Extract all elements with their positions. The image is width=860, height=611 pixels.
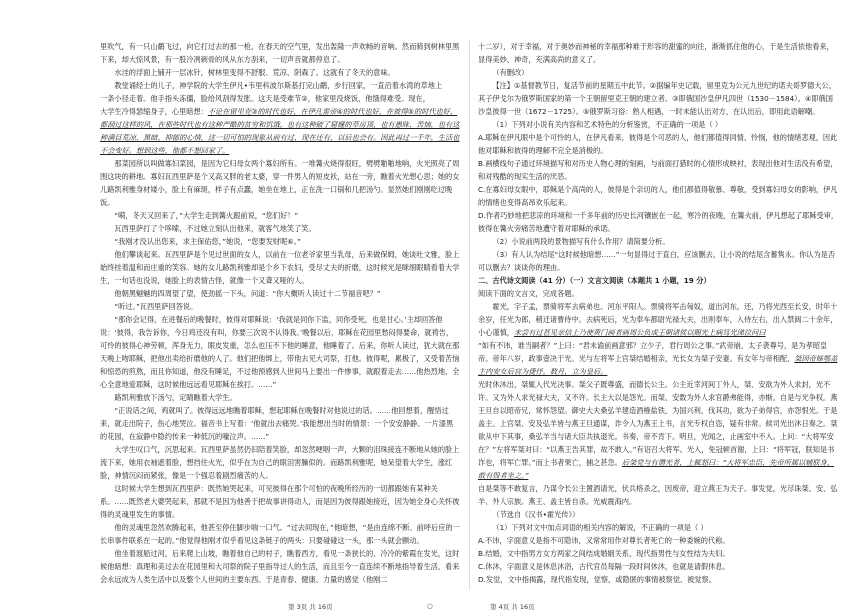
text-paragraph [100, 105, 460, 157]
text-paragraph [100, 79, 460, 92]
text-paragraph [100, 300, 460, 313]
text-paragraph [478, 79, 838, 118]
text-paragraph [478, 378, 838, 482]
paragraph-text: 光时休沐出，桀辄入代光决事。桀父子既尊盛，而德长公主。公主近幸河间丁外人，桀、安欲为外人求封，光不许。又为外人求光禄大夫，又不许。长主大以是怨光。而桀、安数为外人求官爵弗能得，亦惭。自是与光争权。燕王旦自以昭帝兄，常怀怨望。御史大夫桑弘羊建造酒榷盐铁，为国兴利，伐其功，欲为子弟得官，亦怨恨光。于是盖主、上官桀、安及弘羊皆与燕王旦通谋，诈令人为燕王上书，言光专权自恣，疑有非常。候司光出沐日奏之。桀欲从中下其事，桑弘羊当与诸大臣共执退光。书奏，帝不肯下。明旦，光闻之，止画室中不入。上问：“大将军安在？”左将军桀对曰：“以燕王告其罪，故不敢入。”有诏召大将军。光入，免冠顿首谢，上曰：“将军冠，朕知是书诈也，将军亡罪。”而上书者果亡，捕之甚急。 [478, 380, 838, 467]
text-paragraph [478, 183, 838, 209]
text-paragraph [478, 209, 838, 235]
paragraph-text: （节选自《汉书•霍光传》） [492, 510, 580, 519]
paragraph-text: “我刚才没认出您来，求主保佑您，”她说，“您要发财呢⑥。” [114, 237, 302, 246]
text-paragraph [478, 235, 838, 248]
paragraph-text: “听过。”瓦西里萨回答说。 [114, 302, 198, 311]
paragraph-text: C.在寡妇母女眼中，耶稣是个高尚的人，彼得是个亲切的人，他们都值得敬慕、尊敬，受到寡妇母女的影响，伊凡的情绪也变得高昂欢乐起来。 [478, 185, 838, 207]
text-paragraph [478, 482, 838, 508]
paragraph-text: 路凯利雅放下汤勺，定睛瞧着大学生。 [114, 393, 237, 402]
text-paragraph [478, 560, 838, 573]
text-paragraph [478, 118, 838, 131]
paragraph-text: A.不讳，字面意义是指不可隐讳，又常常用作对尊长者死亡的一种委婉的代称。 [478, 536, 730, 545]
paragraph-text: （3）有人认为结尾“这时候他暗想……”一句显得过于直白，应该删去，让小说的结尾含蓄隽永。你认为是否可以删去？谈谈你的理由。 [478, 250, 836, 272]
text-paragraph [100, 40, 460, 66]
text-paragraph [478, 547, 838, 560]
text-paragraph [100, 482, 460, 521]
paragraph-text: “正说话之间，鸡就叫了。彼得远远地瞧着耶稣，想起耶稣在晚餐时对他说过的话。……他回想着，醒悟过来，就走出院子，伤心地哭泣。福音书上写着：‘他就出去痛哭。’我能想出当时的情景：一个安安静静、一片漆黑的花园，在寂静中隐约传来一种低沉的嚎泣声。……” [100, 406, 454, 441]
text-paragraph [100, 66, 460, 79]
paragraph-text: 水洼的浮面上铺开一层冰针，树林里变得不舒服、荒凉、阴森了。这就有了冬天的意味。 [114, 68, 395, 77]
underlined-passage: 不论在留里克③的时代也好，在伊凡雷帝④的时代也好，在彼得⑤的时代也好，都刮过这样的风，在那些时代也有这种严酷的贫穷和饥饿，也有这种破了窟窿的草房顶，也有愚昧、苦恼，也有这种满目荒凉、黑暗、抑郁的心情，这一切可怕的现象从前有过，现在还有，以后也会有。因此再过一千年，生活也不会变好。想到这些，他都不想回家了。 [100, 107, 460, 155]
text-paragraph [478, 157, 838, 183]
paragraph-text: 他的灵魂里忽然欢腾起来，他甚至停住脚步喘一口气。“过去同现在，”他暗想，“是由连绵不断、前呼后应的一长串事件联系在一起的。”他觉得他刚才似乎看见这条链子的两头：只要碰碰这一头，那一头就会颤动。 [100, 523, 460, 545]
paragraph-text: 教堂诵经士的儿子，神学院的大学生伊凡•韦里科波尔斯基打完山鹬，步行回家，一直沿着水湾的草地上 [114, 81, 443, 90]
paragraph-text: 阅读下面的文言文，完成各题。 [478, 289, 579, 298]
text-paragraph [100, 248, 460, 287]
text-paragraph [478, 131, 838, 157]
paragraph-text: 【注】①基督教节日，复活节前的星期五中此节。②据编年史记载，留里克为公元九世纪的诺夫哥罗德大公，其子伊戈尔为俄罗斯国家的第一个王朝留里克王朝的建立者。③即俄国沙皇伊凡四世（1530－1584）。④即俄国沙皇彼得一世（1672－1725）。⑤俄罗斯习俗：熟人相遇，一时未能认出对方，在认出后，即用此语解嘲。 [478, 81, 836, 116]
paragraph-text: B.画横线句子通过环境描写和对历史人物心理的刻画，与前面打猎时的心情形成映衬，表现出他对生活没有希望，和对残酷的现实生活的厌恶。 [478, 159, 838, 181]
text-paragraph [100, 287, 460, 300]
text-paragraph [100, 209, 460, 222]
paragraph-text: 大学生叹口气，沉思起来。瓦西里萨虽然仍旧陪着笑脸，却忽然哽咽一声，大颗的泪珠接连不断地从她的脸上流下来，她用衣袖遮着脸，想挡住火光，似乎在为自己的眼泪害臊似的。而路凯利雅呢，她呆望着大学生，涨红脸，神情沉闷而紧张，像是一个强忍着剧烈痛苦的人。 [100, 445, 460, 480]
text-paragraph [100, 222, 460, 235]
text-paragraph [100, 235, 460, 248]
paragraph-text: （2）小说前两段的景物描写有什么作用？请简要分析。 [492, 237, 670, 246]
right-page-number: 第 4页 共 16页 [490, 603, 535, 611]
paragraph-text: C.休沐，字面意义是休息沐浴，古代官员每隔一段时间休沐，也就是请假休息。 [478, 562, 730, 571]
text-paragraph [100, 391, 460, 404]
text-paragraph [100, 521, 460, 547]
paragraph-text: B.结婚，文中指男方女方两家之间结成婚姻关系，现代指男性与女性结为夫妇。 [478, 549, 730, 558]
paragraph-text: 这时候大学生想到瓦西里萨：既然她哭起来，可见彼得在那个可怕的夜晚所经历的一切都跟她有某种关系。……既然老大婆哭起来，那就不是因为他善于把故事讲得动人，而是因为彼得跟她接近，因为她全身心关怀彼得的灵魂里发生的事情。 [100, 484, 460, 519]
paragraph-text: D.发觉，文中指揭露，现代指发现，觉察，或隐匿的事情被察觉、被觉察。 [478, 575, 716, 584]
text-paragraph [478, 573, 838, 586]
text-paragraph [100, 157, 460, 209]
text-paragraph [478, 521, 838, 534]
paragraph-text: 他坐着渡船过河，后来爬上山坡，瞧着他自己的村子，瞧着西方，看见一条狭长的、冷冷的紫霞在发光，这时候他暗想：真理和美过去在花园里和大司祭的院子里指导过人的生活，而且至今一直连续不断地指导着生活，看来会永远成为人类生活中以及整个人世间的主要东西。于是青春、健康、力量的感觉（他刚二 [100, 549, 460, 584]
center-binding-mark: ○ [427, 602, 433, 610]
underlined-passage: 桀因帝姊鄂盖主内安女后宫为倢伃，数月，立为皇后。 [478, 354, 838, 376]
text-paragraph [100, 547, 460, 586]
text-paragraph [478, 339, 838, 378]
paragraph-text: A.耶稣在伊凡眼中是个可怜的人，在伊凡看来，彼得是个可恶的人，他们都值得同情、怜悯，他的情绪悲观，因此他对耶稣和彼得的理解不完全是消极的。 [478, 133, 838, 155]
paragraph-text: D.作者巧妙地把悲凉的环境和一千多年前的历史长河镶嵌在一起，寒冷的夜晚，在篝火前，伊凡想起了耶稣受审，彼得在篝火旁痛苦地遭守着对耶稣的承诺。 [478, 211, 839, 233]
text-paragraph [478, 40, 838, 66]
text-paragraph [478, 66, 838, 79]
paragraph-text: （有删改） [492, 68, 529, 77]
paragraph-text: 他们攀谈起来。瓦西里萨是个见过世面的女人，以前在一位老爷家里当乳母，后来做保姆，她谈吐文雅，脸上始终挂着温和而庄重的笑容。她的女儿路凯利雅却是个乡下农妇，受尽丈夫的折磨，这时候光是眯细眼睛看着大学生，一句话也没说，她脸上的表情古怪，就像一个又聋又哑的人。 [100, 250, 460, 285]
paragraph-text: 他朝黑魆魆的四周望了望，使劲摇一下头，问道：“你大概听人读过十二节福音吧？” [114, 289, 381, 298]
underlined-passage: 后桀党与有谮光者，上辄怒曰：“大将军忠臣，先帝所属以辅朕身，敢有毁者坐之。” [478, 458, 835, 480]
paragraph-text: 十二岁），对于幸福，对于奥妙而神秘的幸福那种难于形容的甜蜜的向往，渐渐抓住他的心，于是生活依他看来，显得美妙、神奇，充满高尚的意义了。 [478, 42, 834, 64]
paragraph-text: 瓦西里萨打了个哆嗦，不过她立刻认出他来，就客气地笑了笑。 [114, 224, 316, 233]
left-column [100, 40, 460, 586]
text-paragraph [478, 248, 838, 274]
paragraph-text: “嗬，冬天又回来了，”大学生走到篝火跟前说，“您们好！” [114, 211, 299, 220]
paragraph-text: 那菜园所以叫做寡妇菜园，是因为它归母女两个寡妇所有。一堆篝火烧得很旺，劈劈啪啪地响，火光照亮了周围这块的耕地。寡妇瓦西里萨是个又高又胖的老太婆，穿一件男人的短皮袄，站在一旁，瞧着火光想心思；她的女儿路凯利雅身材矮小，脸上有麻斑，样子有点蠢，她坐在地上，正在洗一口锅和几把汤勺。显然她们刚刚吃过晚饭。 [100, 159, 460, 207]
column-divider [469, 40, 470, 590]
paragraph-text: （1）下列对文中加点词语的相关内容的解说，不正确的一项是（ ） [492, 523, 708, 532]
paragraph-text: 里吹气，有一只山鹬飞过，向它打过去的那一枪，在春天的空气里，发出轰隆一声欢畅的音响。然而骑到树林里黑下来，却大惊风景，有一股冷冽刺骨的风从东方刮来，一切声音就都停息了。 [100, 42, 460, 64]
text-paragraph [478, 534, 838, 547]
paragraph-text: 二、古代诗文阅读（41 分）（一）文言文阅读（本题共 1 小题，19 分） [478, 276, 711, 285]
paragraph-text: “如有不讳，谁当嗣者？”上曰：“君未谕前画意邪？立少子，君行周公之事。”武帝崩，太子袭尊号，是为孝昭皇帝。帝年八岁，政事壹决于光。光与左将军上官桀结婚相亲，光长女为桀子安妻。有女年与帝相配， [478, 341, 828, 363]
text-paragraph [100, 313, 460, 391]
paragraph-text: （1）下列对小说有关内容和艺术特色的分析鉴赏，不正确的一项是（ ） [492, 120, 723, 129]
text-paragraph [478, 508, 838, 521]
right-column [478, 40, 838, 586]
text-paragraph [100, 443, 460, 482]
text-paragraph [478, 287, 838, 300]
paragraph-text: “那你会记得，在进餐后的晚餐时，彼得对耶稣说：‘我就是同你下监，同你受死，也是甘心。’主却回答他说：‘彼得，我告诉你，今日鸡还没有叫，你要三次说不认得我。’晚餐以后，耶稣在花园里愁闷得要命，就祷告，可怜的彼得心神劳顿，浑身无力，眼皮发重，怎么也压不下他的睡意，他睡着了。后来，你听人读过，犹大就在那天晚上吻耶稣，把他出卖给折磨他的人了。他们把他绑上，带他去见大司祭，打他。彼得呢，累极了，又受着苦恼和惊恐的煎熬，而且你知道，他没有睡足，不过他预感到人世间马上要出一件惨事，就跟着走去……他热烈地、全心全意地爱耶稣，这时候他远远看见耶稣在挨打。……” [100, 315, 460, 389]
paragraph-text: 霍光，字子孟，票骑将军去病弟也。河东平阳人。票骑将军击匈奴，道出河东，还，乃将光西至长安，时年十余岁，任光为郎，稍迁诸曹侍中。去病死后，光为奉车都尉光禄大夫，出则奉车，入侍左右，出入禁闼二十余年，小心谨慎， [478, 302, 838, 337]
paragraph-text: 自是桀等不敢复言，乃谋令长公主置酒请光，伏兵格杀之，因废帝，迎立燕王为天子。事发觉，光尽诛桀、安、弘羊、外人宗族。燕王、盖主皆自杀。光威震海内。 [478, 484, 838, 506]
text-paragraph [100, 92, 460, 105]
text-paragraph [100, 404, 460, 443]
paragraph-text: 大学生冷得瑟缩身子，心里暗想： [100, 107, 208, 116]
text-paragraph [478, 300, 838, 339]
section-heading [478, 274, 838, 287]
left-page-number: 第 3页 共 16页 [288, 603, 333, 611]
underlined-passage: 未尝有过甚见亲信上乃使黄门画者画周公负成王朝诸侯以赐光上病笃光涕泣问曰 [513, 328, 766, 337]
paragraph-text: 一条小径走着。他手指头冻僵，脸给风刮得发胀。这天是受难节②，他家里没烧饭，他饿得难受。现在， [100, 94, 430, 103]
